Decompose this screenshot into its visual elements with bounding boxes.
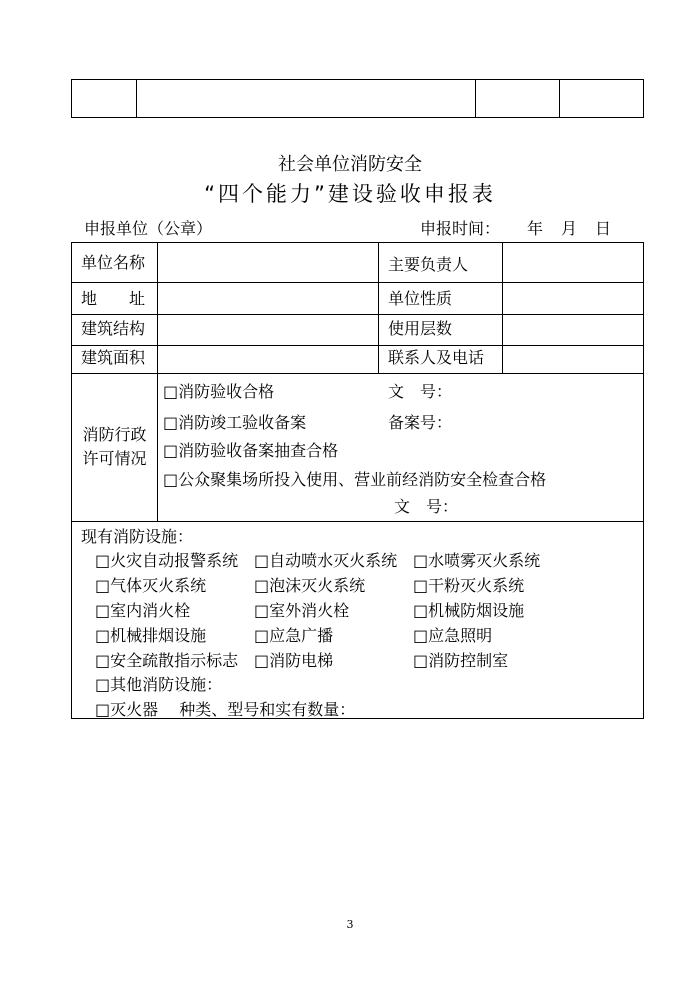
applicant-label: 申报单位（公章） xyxy=(84,219,213,238)
top-table-divider xyxy=(559,80,560,117)
facility-item: □水喷雾灭火系统 xyxy=(413,551,541,570)
permit-label-line1: 消防行政 xyxy=(82,425,147,444)
facility-item: □消防电梯 xyxy=(254,651,334,670)
date-label: 申报时间： xyxy=(420,219,501,238)
permit-label-line2: 许可情况 xyxy=(82,449,147,468)
facility-item: □机械防烟设施 xyxy=(413,601,525,620)
address-label: 地 址 xyxy=(81,289,146,308)
page-number: 3 xyxy=(346,918,354,931)
permit-item-acceptance-doc: 文 号： xyxy=(388,382,453,401)
top-table-divider xyxy=(475,80,476,117)
facility-item: □安全疏散指示标志 xyxy=(95,651,239,670)
permit-item-spot-check: □消防验收备案抽查合格 xyxy=(163,441,339,460)
facilities-heading: 现有消防设施： xyxy=(81,527,194,546)
facility-item: □火灾自动报警系统 xyxy=(95,551,239,570)
permit-item-acceptance: □消防验收合格 xyxy=(163,382,275,401)
facility-item: □室外消火栓 xyxy=(254,601,350,620)
facility-extinguisher: □灭火器 种类、型号和实有数量： xyxy=(95,700,356,719)
area-label: 建筑面积 xyxy=(81,348,146,367)
facility-item: □干粉灭火系统 xyxy=(413,576,525,595)
top-table-fragment xyxy=(71,79,644,118)
row-divider xyxy=(72,521,643,522)
form-title: “四个能力”建设验收申报表 xyxy=(204,182,496,206)
facility-item: □应急广播 xyxy=(254,626,334,645)
facility-item: □泡沫灭火系统 xyxy=(254,576,366,595)
form-subtitle: 社会单位消防安全 xyxy=(278,154,422,175)
permit-item-completion-filing: □消防竣工验收备案 xyxy=(163,413,307,432)
date-year: 年 xyxy=(527,219,544,238)
facility-item: □气体灭火系统 xyxy=(95,576,207,595)
facility-item: □应急照明 xyxy=(413,626,493,645)
column-divider xyxy=(378,243,379,373)
permit-item-public-venue: □公众聚集场所投入使用、营业前经消防安全检查合格 xyxy=(163,470,547,489)
column-divider xyxy=(157,243,158,521)
application-form-table xyxy=(71,242,644,719)
date-day: 日 xyxy=(595,219,612,238)
permit-item-public-venue-doc: 文 号： xyxy=(394,497,459,516)
facility-item: □自动喷水灭火系统 xyxy=(254,551,398,570)
facility-item: □室内消火栓 xyxy=(95,601,191,620)
permit-item-filing-number: 备案号： xyxy=(388,413,453,432)
permit-section-label xyxy=(72,423,157,471)
top-table-divider xyxy=(136,80,137,117)
facility-other: □其他消防设施： xyxy=(95,675,223,694)
contact-label: 联系人及电话 xyxy=(388,348,485,367)
facility-item: □消防控制室 xyxy=(413,651,509,670)
floors-label: 使用层数 xyxy=(388,319,453,338)
unit-name-label: 单位名称 xyxy=(81,253,146,272)
date-month: 月 xyxy=(561,219,578,238)
facility-item: □机械排烟设施 xyxy=(95,626,207,645)
principal-label: 主要负责人 xyxy=(388,255,469,274)
column-divider xyxy=(502,243,503,373)
structure-label: 建筑结构 xyxy=(81,319,146,338)
unit-nature-label: 单位性质 xyxy=(388,289,453,308)
